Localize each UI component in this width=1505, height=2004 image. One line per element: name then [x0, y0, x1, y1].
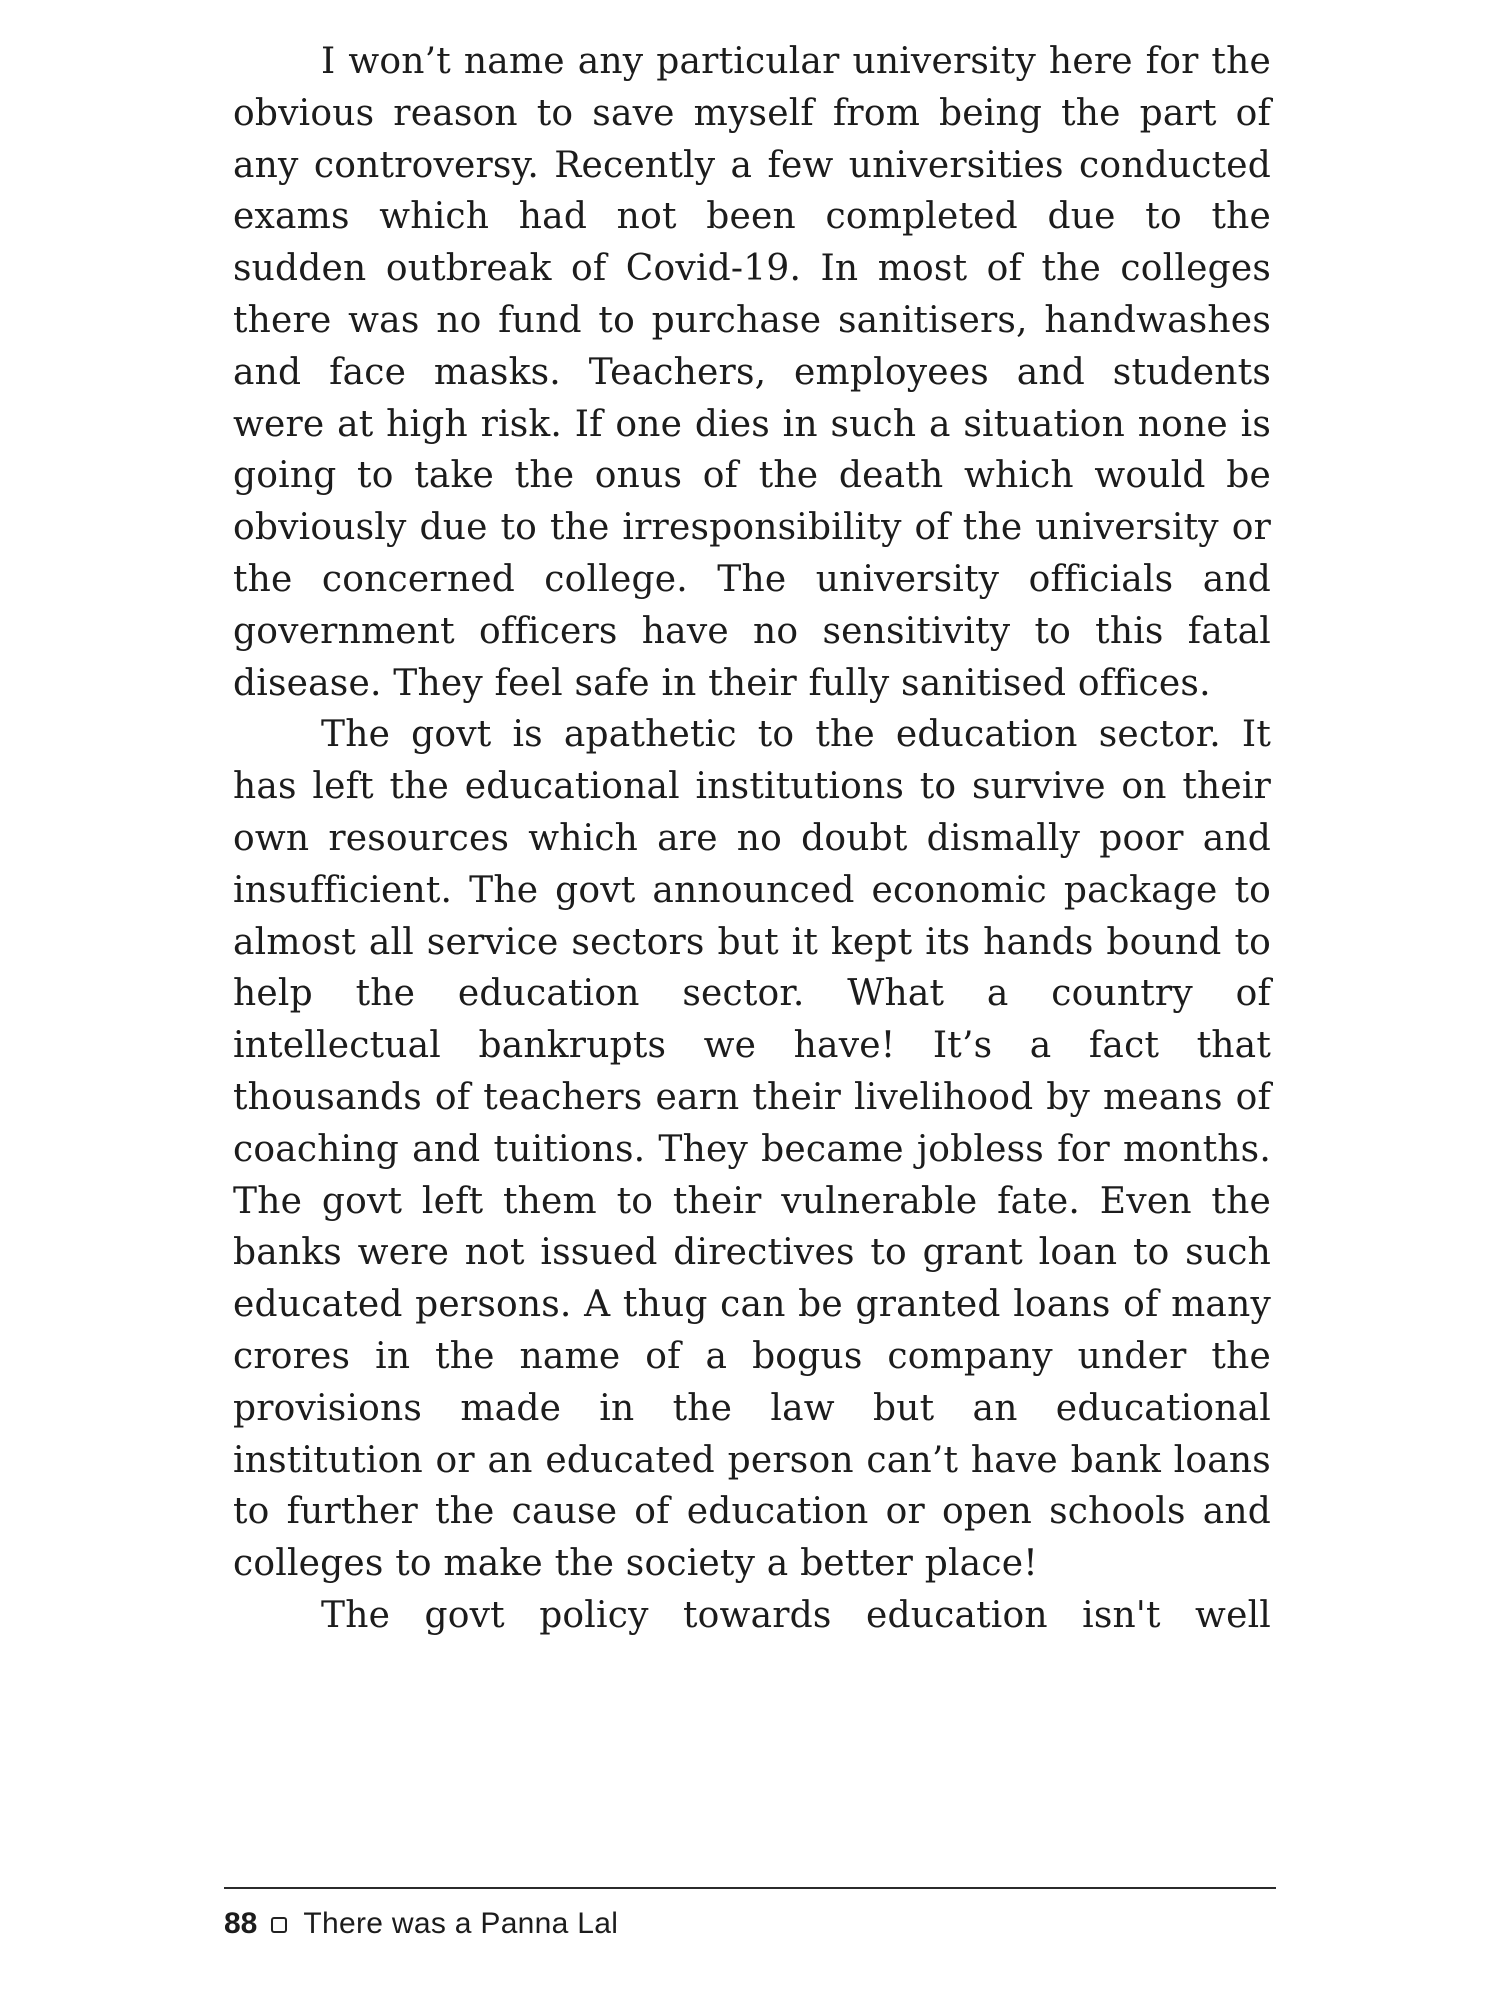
body-text: [233, 36, 1271, 1642]
page-number: 88: [224, 1907, 258, 1940]
paragraph: The govt is apathetic to the education sector. It has left the educational institutions to survive on their own resources which are no doubt dismally poor and insufficient. The govt announced economic package to almost all service sectors but it kept its hands bound to help the education sector. What a country of intellectual bankrupts we have! It’s a fact that thousands of teachers earn their livelihood by means of coaching and tuitions. They became jobless for months. The govt left them to their vulnerable fate. Even the banks were not issued directives to grant loan to such educated persons. A thug can be granted loans of many crores in the name of a bogus company under the provisions made in the law but an educational institution or an educated person can’t have bank loans to further the cause of education or open schools and colleges to make the society a better place!: [233, 714, 1271, 1585]
paragraph: The govt policy towards education isn't well: [321, 1594, 1271, 1636]
paragraph: I won’t name any particular university here for the obvious reason to save myself from being the part of any controversy. Recently a few universities conducted exams which had not been completed due to the sudden outbreak of Covid-19. In most of the colleges there was no fund to purchase sanitisers, handwashes and face masks. Teachers, employees and students were at high risk. If one dies in such a situation none is going to take the onus of the death which would be obviously due to the irresponsibility of the university or the concerned college. The university officials and government officers have no sensitivity to this fatal disease. They feel safe in their fully sanitised offices.: [233, 41, 1271, 704]
square-bullet-icon: [271, 1917, 287, 1933]
page-footer: [224, 1904, 618, 1944]
running-title: There was a Panna Lal: [303, 1907, 619, 1940]
footer-divider: [224, 1887, 1276, 1889]
